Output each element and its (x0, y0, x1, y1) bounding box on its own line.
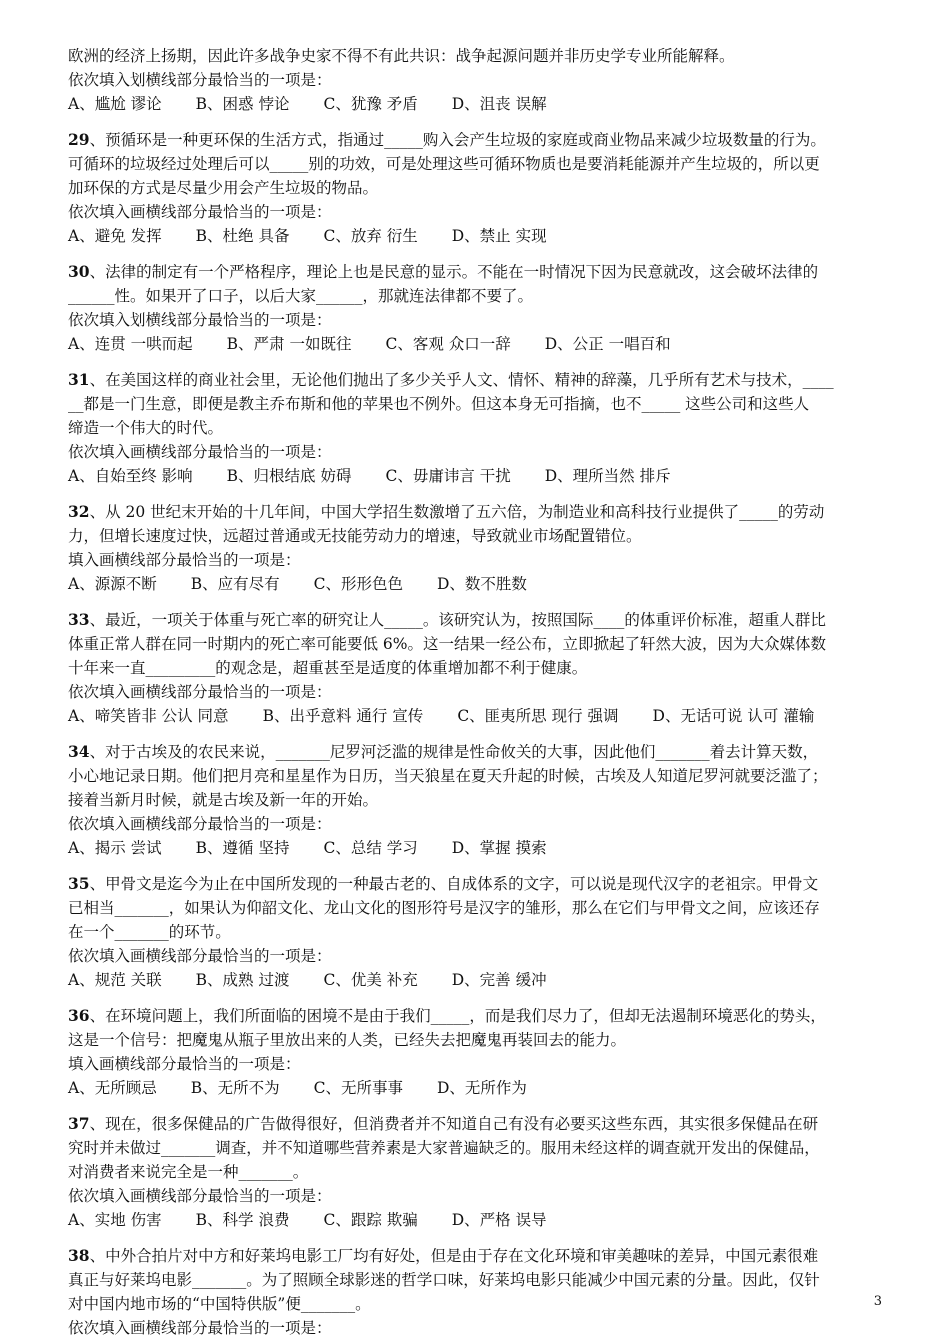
option-b: B、困惑 悖论 (195, 95, 290, 113)
question-prompt: 依次填入画横线部分最恰当的一项是： (68, 443, 332, 461)
question-line: 可循环的垃圾经过处理后可以_____别的功效，可是处理这些可循环物质也是要消耗能源并产生垃圾的，所以更 (68, 155, 820, 173)
question-block (68, 1112, 888, 1232)
question-prompt: 依次填入划横线部分最恰当的一项是： (68, 311, 332, 329)
question-number: 29 (68, 130, 90, 149)
question-text: 、在环境问题上，我们所面临的困境不是由于我们_____，而是我们尽力了，但却无法遏制环境恶化的势头， (89, 1007, 826, 1025)
question-number: 34 (68, 742, 90, 761)
option-b: B、遵循 坚持 (195, 839, 290, 857)
option-c: C、客观 众口一辞 (385, 335, 511, 353)
option-b: B、杜绝 具备 (195, 227, 290, 245)
question-line: __都是一门生意，即便是教主乔布斯和他的苹果也不例外。但这本身无可指摘，也不_____ 这些公司和这些人 (68, 395, 810, 413)
question-block (68, 500, 888, 596)
question-prompt: 依次填入画横线部分最恰当的一项是： (68, 947, 332, 965)
question-line: 究时并未做过_______调查，并不知道哪些营养素是大家普遍缺乏的。服用未经这样的调查就开发出的保健品， (68, 1139, 820, 1157)
question-first-line (68, 128, 888, 152)
question-first-line (68, 1112, 888, 1136)
option-a: A、无所顾忌 (68, 1079, 157, 1097)
question-first-line (68, 872, 888, 896)
option-a: A、啼笑皆非 公认 同意 (68, 707, 229, 725)
option-a: A、连贯 一哄而起 (68, 335, 193, 353)
question-text: 、甲骨文是迄今为止在中国所发现的一种最古老的、自成体系的文字，可以说是现代汉字的老祖宗。甲骨文 (89, 875, 819, 893)
option-d: D、公正 一唱百和 (544, 335, 671, 353)
option-b: B、严肃 一如既往 (226, 335, 352, 353)
option-b: B、出乎意料 通行 宣传 (262, 707, 424, 725)
question-options (68, 1076, 888, 1100)
option-b: B、无所不为 (190, 1079, 280, 1097)
question-first-line (68, 500, 888, 524)
question-block (68, 872, 888, 992)
option-c: C、毋庸讳言 干扰 (385, 467, 511, 485)
option-c: C、优美 补充 (323, 971, 418, 989)
question-prompt: 填入画横线部分最恰当的一项是： (68, 551, 301, 569)
option-a: A、揭示 尝试 (68, 839, 162, 857)
question-options (68, 572, 888, 596)
question-options (68, 704, 888, 728)
question-block (68, 740, 888, 860)
question-text: 、法律的制定有一个严格程序，理论上也是民意的显示。不能在一时情况下因为民意就改，这会破坏法律的 (89, 263, 819, 281)
question-content (68, 44, 888, 1340)
question-number: 38 (68, 1246, 90, 1265)
option-d: D、掌握 摸索 (451, 839, 547, 857)
question-line: 这是一个信号：把魔鬼从瓶子里放出来的人类，已经失去把魔鬼再装回去的能力。 (68, 1031, 627, 1049)
question-number: 35 (68, 874, 90, 893)
question-options (68, 332, 888, 356)
question-prompt: 依次填入画横线部分最恰当的一项是： (68, 203, 332, 221)
question-first-line (68, 368, 888, 392)
question-list (68, 128, 888, 1340)
page-number: 3 (873, 1294, 882, 1309)
question-options (68, 464, 888, 488)
option-d: D、理所当然 排斥 (544, 467, 671, 485)
option-a: A、尴尬 谬论 (68, 95, 162, 113)
intro-block (68, 44, 888, 116)
option-d: D、禁止 实现 (451, 227, 547, 245)
option-a: A、避免 发挥 (68, 227, 162, 245)
option-b: B、成熟 过渡 (195, 971, 290, 989)
option-d: D、数不胜数 (436, 575, 527, 593)
question-number: 31 (68, 370, 90, 389)
question-line: 对消费者来说完全是一种_______。 (68, 1163, 309, 1181)
question-line: 真正与好莱坞电影_______。为了照顾全球影迷的哲学口味，好莱坞电影只能减少中国元素的分量。因此，仅针 (68, 1271, 820, 1289)
option-c: C、总结 学习 (323, 839, 418, 857)
question-number: 37 (68, 1114, 90, 1133)
question-first-line (68, 1244, 888, 1268)
question-line: 加环保的方式是尽量少用会产生垃圾的物品。 (68, 179, 379, 197)
question-line: 在一个_______的环节。 (68, 923, 231, 941)
question-line: 力，但增长速度过快，远超过普通或无技能劳动力的增速，导致就业市场配置错位。 (68, 527, 642, 545)
question-first-line (68, 608, 888, 632)
option-c: C、跟踪 欺骗 (323, 1211, 418, 1229)
question-line: 接着当新月时候，就是古埃及新一年的开始。 (68, 791, 379, 809)
question-line: 十年来一直_________的观念是，超重甚至是适度的体重增加都不利于健康。 (68, 659, 588, 677)
option-d: D、沮丧 误解 (451, 95, 547, 113)
option-d: D、严格 误导 (451, 1211, 547, 1229)
question-block (68, 368, 888, 488)
question-text: 、现在，很多保健品的广告做得很好，但消费者并不知道自己有没有必要买这些东西，其实很多保健品在研 (89, 1115, 819, 1133)
option-b: B、应有尽有 (190, 575, 280, 593)
option-c: C、犹豫 矛盾 (323, 95, 418, 113)
question-text: 、预循环是一种更环保的生活方式，指通过_____购入会产生垃圾的家庭或商业物品来减少垃圾数量的行为。 (89, 131, 826, 149)
question-block (68, 608, 888, 728)
question-prompt: 依次填入画横线部分最恰当的一项是： (68, 815, 332, 833)
question-number: 30 (68, 262, 90, 281)
question-first-line (68, 1004, 888, 1028)
option-c: C、匪夷所思 现行 强调 (457, 707, 619, 725)
question-line: 小心地记录日期。他们把月亮和星星作为日历，当天狼星在夏天升起的时候，古埃及人知道尼罗河就要泛滥了； (68, 767, 828, 785)
question-prompt: 依次填入画横线部分最恰当的一项是： (68, 1187, 332, 1205)
option-d: D、无话可说 认可 灌输 (652, 707, 815, 725)
question-options (68, 1208, 888, 1232)
option-a: A、源源不断 (68, 575, 157, 593)
question-first-line (68, 260, 888, 284)
question-prompt: 填入画横线部分最恰当的一项是： (68, 1055, 301, 1073)
intro-prompt: 依次填入划横线部分最恰当的一项是： (68, 71, 332, 89)
question-prompt: 依次填入画横线部分最恰当的一项是： (68, 1319, 332, 1337)
option-c: C、形形色色 (313, 575, 403, 593)
option-d: D、完善 缓冲 (451, 971, 547, 989)
question-text: 、最近，一项关于体重与死亡率的研究让人_____。该研究认为，按照国际____的体重评价标准，超重人群比 (89, 611, 826, 629)
option-b: B、科学 浪费 (195, 1211, 290, 1229)
intro-options (68, 92, 888, 116)
option-b: B、归根结底 妨碍 (226, 467, 352, 485)
question-line: 缔造一个伟大的时代。 (68, 419, 224, 437)
question-block (68, 1244, 888, 1340)
option-a: A、规范 关联 (68, 971, 162, 989)
question-prompt: 依次填入画横线部分最恰当的一项是： (68, 683, 332, 701)
question-line: 已相当_______，如果认为仰韶文化、龙山文化的图形符号是汉字的雏形，那么在它们与甲骨文之间，应该还存 (68, 899, 820, 917)
question-number: 32 (68, 502, 90, 521)
question-block (68, 1004, 888, 1100)
option-c: C、无所事事 (313, 1079, 403, 1097)
question-line: 体重正常人群在同一时期内的死亡率可能要低 6%。这一结果一经公布，立即掀起了轩然大波，因为大众媒体数 (68, 635, 827, 653)
question-text: 、从 20 世纪末开始的十几年间，中国大学招生数激增了五六倍，为制造业和高科技行业提供了_____的劳动 (89, 503, 825, 521)
question-options (68, 968, 888, 992)
question-text: 、对于古埃及的农民来说，_______尼罗河泛滥的规律是性命攸关的大事，因此他们_______着去计算天数， (89, 743, 819, 761)
question-number: 33 (68, 610, 90, 629)
question-block (68, 260, 888, 356)
question-text: 、中外合拍片对中方和好莱坞电影工厂均有好处，但是由于存在文化环境和审美趣味的差异，中国元素很难 (89, 1247, 819, 1265)
question-text: 、在美国这样的商业社会里，无论他们抛出了多少关乎人文、情怀、精神的辞藻，几乎所有艺术与技术，____ (89, 371, 834, 389)
question-block (68, 128, 888, 248)
option-c: C、放弃 衍生 (323, 227, 418, 245)
intro-line: 欧洲的经济上扬期，因此许多战争史家不得不有此共识：战争起源问题并非历史学专业所能解释。 (68, 47, 735, 65)
question-number: 36 (68, 1006, 90, 1025)
question-options (68, 836, 888, 860)
option-a: A、实地 伤害 (68, 1211, 162, 1229)
question-options (68, 224, 888, 248)
option-a: A、自始至终 影响 (68, 467, 193, 485)
option-d: D、无所作为 (436, 1079, 527, 1097)
question-line: ______性。如果开了口子，以后大家______，那就连法律都不要了。 (68, 287, 534, 305)
question-line: 对中国内地市场的“中国特供版”便_______。 (68, 1295, 371, 1313)
question-first-line (68, 740, 888, 764)
